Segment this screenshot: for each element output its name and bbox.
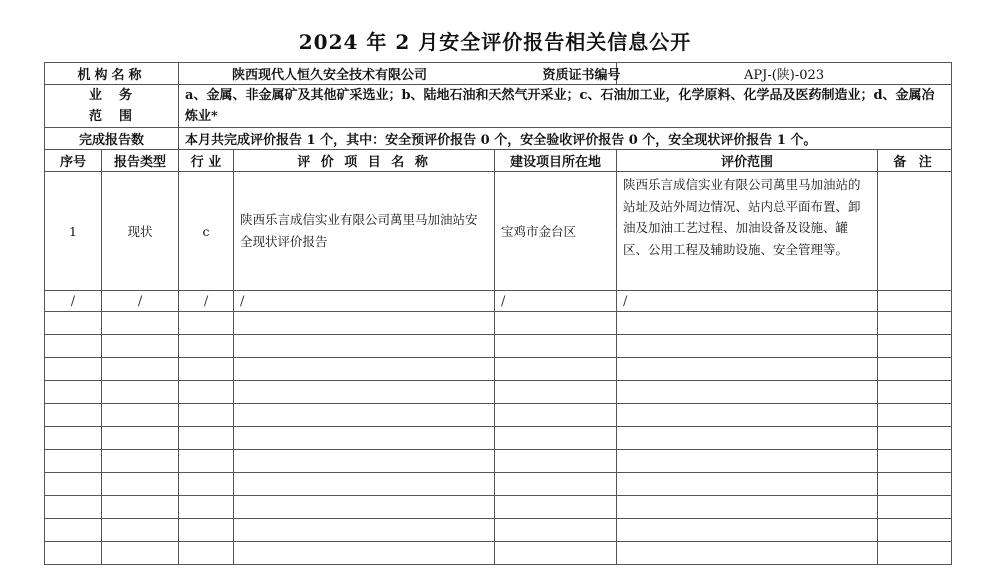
empty-row (45, 473, 952, 496)
empty-row (45, 358, 952, 381)
empty-row (45, 496, 952, 519)
page-title: 2024 年 2 月安全评价报告相关信息公开 (298, 30, 692, 54)
placeholder-seq: / (45, 291, 102, 312)
empty-row (45, 450, 952, 473)
completed-row (45, 128, 952, 150)
placeholder-type: / (102, 291, 179, 312)
table-row (45, 172, 952, 291)
cert-no-value: APJ-(陕)-023 (617, 63, 952, 85)
row-project-name: 陕西乐言成信实业有限公司萬里马加油站安全现状评价报告 (234, 172, 495, 291)
empty-row (45, 404, 952, 427)
empty-row (45, 335, 952, 358)
empty-row (45, 381, 952, 404)
col-location-header: 建设项目所在地 (495, 150, 617, 172)
org-name-label: 机构名称 (45, 63, 179, 85)
org-row (45, 63, 952, 85)
col-remark-header: 备 注 (878, 150, 952, 172)
cert-no-label: 资质证书编号 (542, 68, 621, 83)
placeholder-location: / (495, 291, 617, 312)
business-scope-text: a、金属、非金属矿及其他矿采选业；b、陆地石油和天然气开采业；c、石油加工业，化学原料、化学品及医药制造业；d、金属冶炼业* (179, 85, 952, 128)
empty-row (45, 519, 952, 542)
report-info-table (44, 62, 952, 565)
row-scope: 陕西乐言成信实业有限公司萬里马加油站的站址及站外周边情况、站内总平面布置、卸油及加油工艺过程、加油设备及设施、罐区、公用工程及辅助设施、安全管理等。 (617, 172, 878, 291)
col-seq-header: 序号 (45, 150, 102, 172)
row-type: 现状 (102, 172, 179, 291)
placeholder-remark (878, 291, 952, 312)
business-label: 业 务 范 围 (45, 85, 179, 128)
empty-row (45, 312, 952, 335)
row-industry: c (179, 172, 234, 291)
row-seq: 1 (45, 172, 102, 291)
col-type-header: 报告类型 (102, 150, 179, 172)
placeholder-scope: / (617, 291, 878, 312)
placeholder-row (45, 291, 952, 312)
empty-row (45, 427, 952, 450)
org-name-value: 陕西现代人恒久安全技术有限公司 资质证书编号 (179, 63, 617, 85)
empty-row (45, 542, 952, 565)
row-remark (878, 172, 952, 291)
col-industry-header: 行 业 (179, 150, 234, 172)
placeholder-industry: / (179, 291, 234, 312)
col-project-header: 评 价 项 目 名 称 (234, 150, 495, 172)
col-scope-header: 评价范围 (617, 150, 878, 172)
column-header-row (45, 150, 952, 172)
placeholder-project: / (234, 291, 495, 312)
completed-text: 本月共完成评价报告 1 个，其中：安全预评价报告 0 个，安全验收评价报告 0 个，安全现状评价报告 1 个。 (179, 128, 952, 150)
row-location: 宝鸡市金台区 (495, 172, 617, 291)
completed-label: 完成报告数 (45, 128, 179, 150)
business-row (45, 85, 952, 128)
